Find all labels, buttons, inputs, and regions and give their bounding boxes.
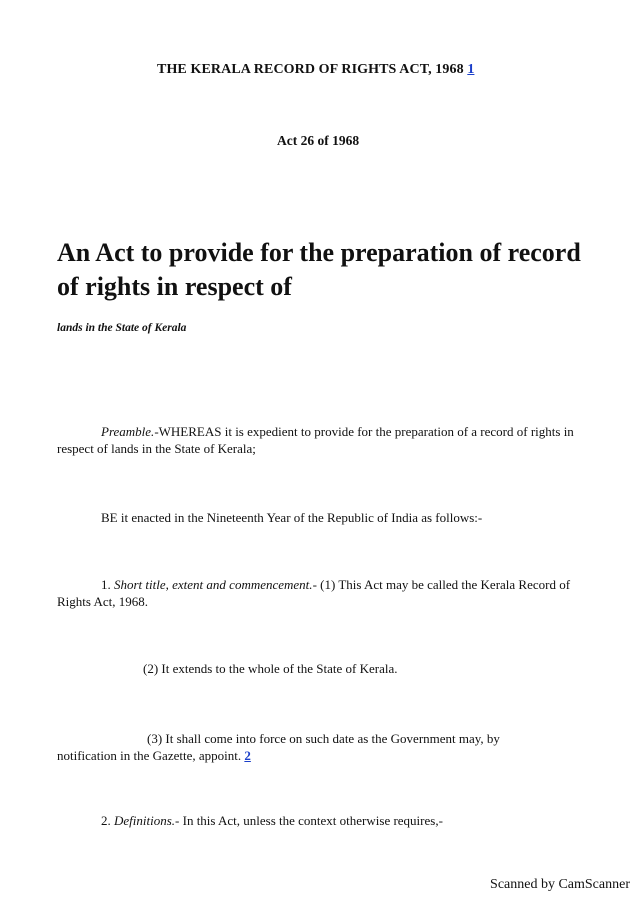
act-title bbox=[157, 62, 474, 78]
act-long-title-continuation: lands in the State of Kerala bbox=[57, 322, 187, 334]
section-1-subsection-2: (2) It extends to the whole of the State of Kerala. bbox=[143, 661, 398, 676]
section-1-subsection-3-paragraph bbox=[57, 730, 557, 764]
preamble-label: Preamble. bbox=[101, 424, 155, 439]
section-1-paragraph bbox=[57, 576, 577, 610]
footnote-link-1[interactable]: 1 bbox=[467, 62, 475, 77]
preamble-text: -WHEREAS it is expedient to provide for the preparation of a record of rights in respect of lands in the State of Kerala; bbox=[57, 424, 574, 456]
section-2-text: - In this Act, unless the context otherwise requires,- bbox=[175, 813, 443, 828]
act-number: Act 26 of 1968 bbox=[277, 133, 360, 148]
scanner-watermark: Scanned by CamScanner bbox=[490, 877, 630, 892]
section-2-title: Definitions. bbox=[114, 813, 176, 828]
act-title-text: THE KERALA RECORD OF RIGHTS ACT, 1968 bbox=[157, 62, 464, 77]
section-1-title: Short title, extent and commencement. bbox=[114, 577, 313, 592]
section-1-subsection-3: (3) It shall come into force on such date as the Government may, by notification in the Gazette, appoint. bbox=[57, 731, 500, 763]
section-1-subsection-1: - (1) This Act may be called the Kerala Record of Rights Act, 1968. bbox=[57, 577, 571, 609]
enactment-clause: BE it enacted in the Nineteenth Year of the Republic of India as follows:- bbox=[101, 510, 483, 525]
section-2-number: 2. bbox=[101, 813, 111, 828]
footnote-link-2[interactable]: 2 bbox=[244, 748, 251, 763]
section-1-number: 1. bbox=[101, 577, 111, 592]
section-2-paragraph bbox=[101, 812, 443, 829]
preamble-paragraph bbox=[57, 423, 602, 457]
act-long-title: An Act to provide for the preparation of record of rights in respect of bbox=[57, 238, 581, 301]
